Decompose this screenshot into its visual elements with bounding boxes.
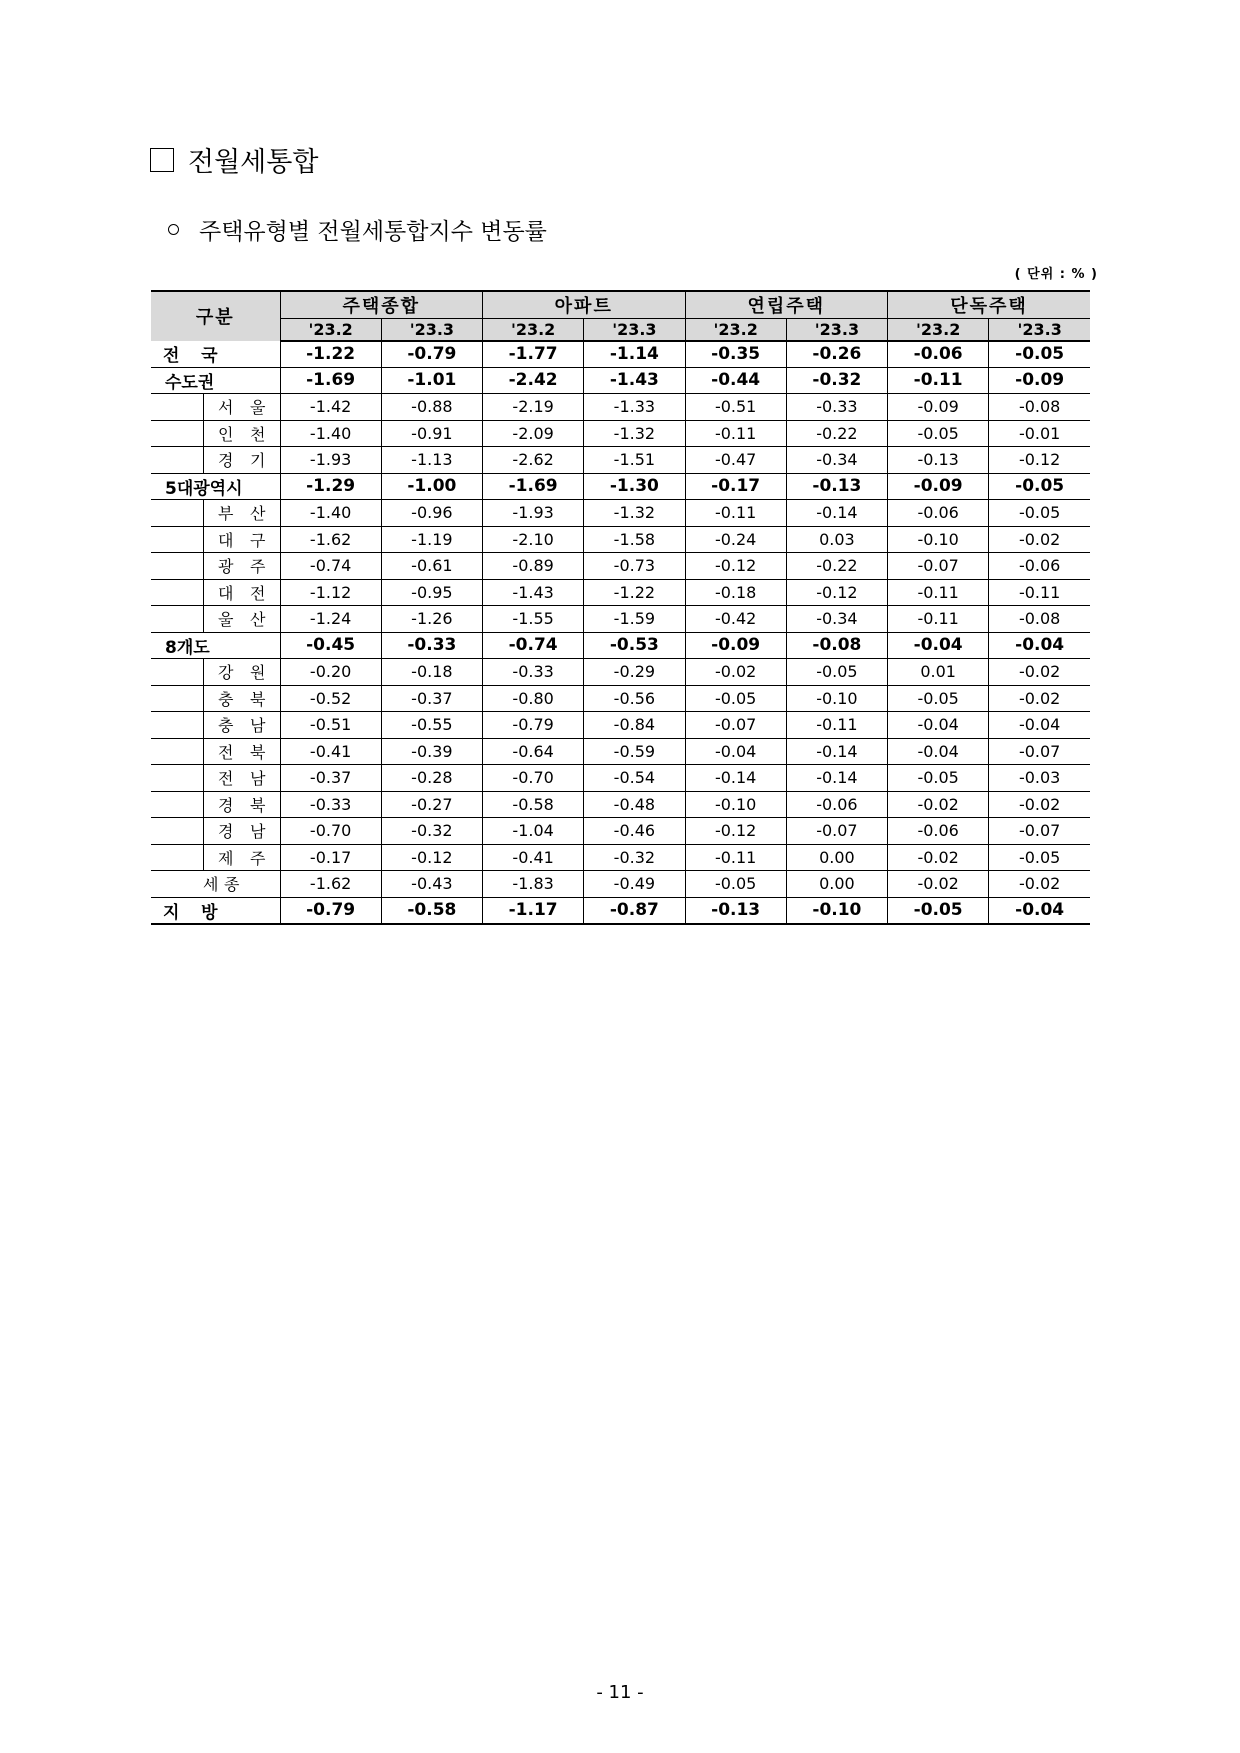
row-label: [151, 526, 280, 553]
row-label: [151, 712, 280, 739]
value-cell: -0.48: [584, 791, 685, 818]
row-label: [151, 606, 280, 633]
value-cell: -0.10: [888, 526, 989, 553]
row-label-text: 북: [250, 742, 266, 762]
section-title: [150, 140, 318, 179]
row-label-text: 지: [163, 902, 180, 923]
table-row: [151, 553, 1090, 580]
value-cell: -0.33: [483, 659, 584, 686]
row-label-text: 경: [218, 822, 234, 842]
value-cell: -0.18: [381, 659, 482, 686]
table-row: [151, 659, 1090, 686]
table-row: [151, 447, 1090, 474]
table-body: [151, 341, 1090, 924]
row-label: [151, 871, 280, 898]
value-cell: -0.07: [989, 738, 1090, 765]
value-cell: -0.49: [584, 871, 685, 898]
row-label-text: 종: [224, 875, 240, 895]
row-label-text: 충: [218, 689, 234, 709]
circle-bullet-icon: [168, 224, 179, 235]
table-row: [151, 500, 1090, 527]
row-label-text: 산: [250, 610, 266, 630]
value-cell: -0.47: [685, 447, 786, 474]
value-cell: -0.08: [989, 606, 1090, 633]
value-cell: -1.42: [280, 394, 381, 421]
table-row: [151, 897, 1090, 924]
row-label: [151, 394, 280, 421]
value-cell: -0.09: [888, 473, 989, 500]
value-cell: -1.93: [483, 500, 584, 527]
value-cell: -0.11: [989, 579, 1090, 606]
group-header-apartment: 아파트: [483, 291, 686, 319]
value-cell: -0.14: [786, 765, 887, 792]
period-header: '23.3: [786, 319, 887, 341]
value-cell: -0.37: [381, 685, 482, 712]
value-cell: -1.29: [280, 473, 381, 500]
value-cell: -1.40: [280, 420, 381, 447]
row-label-text: 구: [250, 530, 266, 550]
value-cell: -0.09: [989, 367, 1090, 394]
value-cell: -0.05: [888, 685, 989, 712]
row-label-text: 주: [250, 848, 266, 868]
value-cell: -0.02: [989, 526, 1090, 553]
value-cell: -0.95: [381, 579, 482, 606]
value-cell: -1.43: [483, 579, 584, 606]
value-cell: -0.35: [685, 341, 786, 368]
value-cell: -2.62: [483, 447, 584, 474]
value-cell: -0.17: [685, 473, 786, 500]
value-cell: -1.58: [584, 526, 685, 553]
row-label: [151, 738, 280, 765]
table-header: [151, 291, 1090, 341]
value-cell: -0.05: [989, 500, 1090, 527]
value-cell: -0.64: [483, 738, 584, 765]
value-cell: -0.02: [888, 871, 989, 898]
value-cell: -0.84: [584, 712, 685, 739]
value-cell: -0.79: [483, 712, 584, 739]
value-cell: -0.12: [989, 447, 1090, 474]
row-label-text: 남: [250, 822, 266, 842]
row-label: [151, 579, 280, 606]
row-label: [151, 844, 280, 871]
value-cell: -1.22: [584, 579, 685, 606]
row-label: [151, 341, 280, 368]
row-label: [151, 818, 280, 845]
value-cell: -0.07: [685, 712, 786, 739]
value-cell: -1.19: [381, 526, 482, 553]
value-cell: -0.79: [280, 897, 381, 924]
row-label-text: 충: [218, 716, 234, 736]
value-cell: -0.22: [786, 420, 887, 447]
row-label: [151, 473, 280, 500]
value-cell: -1.14: [584, 341, 685, 368]
value-cell: -0.10: [786, 685, 887, 712]
value-cell: -0.33: [381, 632, 482, 659]
table-row: [151, 367, 1090, 394]
value-cell: -0.06: [888, 818, 989, 845]
row-label: [151, 897, 280, 924]
value-cell: -0.06: [786, 791, 887, 818]
period-header: '23.2: [685, 319, 786, 341]
row-label: [151, 367, 280, 394]
period-header: '23.3: [381, 319, 482, 341]
row-label-text: 국: [201, 346, 218, 366]
value-cell: -0.42: [685, 606, 786, 633]
value-cell: 0.03: [786, 526, 887, 553]
row-label-text: 경: [218, 451, 234, 471]
value-cell: -0.14: [685, 765, 786, 792]
value-cell: -0.12: [685, 818, 786, 845]
value-cell: -0.61: [381, 553, 482, 580]
table-row: [151, 579, 1090, 606]
row-label-text: 북: [250, 795, 266, 815]
value-cell: -1.62: [280, 526, 381, 553]
value-cell: -0.32: [584, 844, 685, 871]
row-label-text: 경: [218, 795, 234, 815]
table-row: [151, 871, 1090, 898]
value-cell: -0.54: [584, 765, 685, 792]
table-row: [151, 712, 1090, 739]
value-cell: -0.22: [786, 553, 887, 580]
value-cell: -0.08: [989, 394, 1090, 421]
value-cell: -0.01: [989, 420, 1090, 447]
table-row: [151, 606, 1090, 633]
value-cell: -0.13: [888, 447, 989, 474]
row-label: [151, 632, 280, 659]
table-row: [151, 420, 1090, 447]
row-label-text: 대: [218, 530, 234, 550]
value-cell: -0.34: [786, 606, 887, 633]
table-row: [151, 341, 1090, 368]
value-cell: -0.05: [989, 844, 1090, 871]
value-cell: -1.69: [483, 473, 584, 500]
value-cell: -1.32: [584, 500, 685, 527]
row-label-text: 천: [250, 424, 266, 444]
value-cell: -0.13: [685, 897, 786, 924]
value-cell: -0.06: [888, 341, 989, 368]
value-cell: -2.19: [483, 394, 584, 421]
value-cell: -0.14: [786, 738, 887, 765]
row-label: [151, 553, 280, 580]
table-row: [151, 844, 1090, 871]
row-label-text: 세: [203, 875, 219, 895]
value-cell: -1.51: [584, 447, 685, 474]
value-cell: -1.69: [280, 367, 381, 394]
row-label-text: 기: [250, 451, 266, 471]
value-cell: -0.12: [685, 553, 786, 580]
row-label-text: 제: [218, 848, 234, 868]
value-cell: -0.11: [786, 712, 887, 739]
row-label-text: 강: [218, 663, 234, 683]
table-row: [151, 526, 1090, 553]
value-cell: -0.07: [786, 818, 887, 845]
value-cell: -0.08: [786, 632, 887, 659]
row-label-text: 전: [250, 583, 266, 603]
row-label: [151, 659, 280, 686]
table-row: [151, 765, 1090, 792]
section-title-text: 전월세통합: [188, 147, 319, 178]
row-header-label: 구분: [151, 291, 280, 341]
value-cell: -0.04: [888, 632, 989, 659]
value-cell: 0.00: [786, 871, 887, 898]
value-cell: -0.05: [989, 341, 1090, 368]
value-cell: -0.05: [888, 420, 989, 447]
value-cell: -1.55: [483, 606, 584, 633]
value-cell: -0.07: [989, 818, 1090, 845]
value-cell: -0.13: [786, 473, 887, 500]
row-label: [151, 791, 280, 818]
value-cell: -0.04: [989, 712, 1090, 739]
value-cell: -0.10: [786, 897, 887, 924]
value-cell: -1.01: [381, 367, 482, 394]
value-cell: -1.59: [584, 606, 685, 633]
value-cell: 0.00: [786, 844, 887, 871]
value-cell: -1.13: [381, 447, 482, 474]
value-cell: -0.53: [584, 632, 685, 659]
value-cell: -1.62: [280, 871, 381, 898]
table-row: [151, 818, 1090, 845]
row-label-text: 전: [163, 346, 180, 366]
value-cell: -1.12: [280, 579, 381, 606]
value-cell: -0.59: [584, 738, 685, 765]
row-label: [151, 447, 280, 474]
row-label-text: 전: [218, 769, 234, 789]
value-cell: -0.74: [280, 553, 381, 580]
period-header: '23.2: [280, 319, 381, 341]
value-cell: -0.02: [989, 871, 1090, 898]
row-label-text: 전: [218, 742, 234, 762]
value-cell: -0.12: [786, 579, 887, 606]
value-cell: -0.32: [786, 367, 887, 394]
value-cell: -0.43: [381, 871, 482, 898]
value-cell: -0.11: [685, 420, 786, 447]
value-cell: -1.93: [280, 447, 381, 474]
value-cell: -0.55: [381, 712, 482, 739]
value-cell: -0.14: [786, 500, 887, 527]
value-cell: -0.56: [584, 685, 685, 712]
value-cell: -1.26: [381, 606, 482, 633]
value-cell: -0.44: [685, 367, 786, 394]
value-cell: -0.73: [584, 553, 685, 580]
value-cell: -0.26: [786, 341, 887, 368]
value-cell: -0.04: [888, 712, 989, 739]
value-cell: -0.34: [786, 447, 887, 474]
value-cell: -0.11: [685, 500, 786, 527]
value-cell: -0.02: [685, 659, 786, 686]
value-cell: -0.04: [989, 632, 1090, 659]
value-cell: -0.03: [989, 765, 1090, 792]
row-label-text: 대: [218, 583, 234, 603]
row-label: [151, 685, 280, 712]
value-cell: -0.02: [888, 791, 989, 818]
value-cell: -2.42: [483, 367, 584, 394]
value-cell: -0.29: [584, 659, 685, 686]
value-cell: -0.02: [989, 791, 1090, 818]
period-header: '23.3: [989, 319, 1090, 341]
value-cell: -1.43: [584, 367, 685, 394]
value-cell: -0.91: [381, 420, 482, 447]
period-header: '23.3: [584, 319, 685, 341]
value-cell: -1.40: [280, 500, 381, 527]
value-cell: -0.10: [685, 791, 786, 818]
table-row: [151, 632, 1090, 659]
value-cell: -2.09: [483, 420, 584, 447]
value-cell: -0.09: [685, 632, 786, 659]
row-label: [151, 500, 280, 527]
row-label-text: 수도권: [165, 372, 215, 393]
row-label: [151, 420, 280, 447]
value-cell: -0.52: [280, 685, 381, 712]
value-cell: -0.58: [381, 897, 482, 924]
row-label-text: 서: [218, 398, 234, 418]
row-label-text: 주: [250, 557, 266, 577]
group-header-detached-house: 단독주택: [888, 291, 1091, 319]
subtitle: [168, 213, 547, 246]
page-number: - 11 -: [596, 1682, 644, 1703]
value-cell: -0.12: [381, 844, 482, 871]
value-cell: -0.88: [381, 394, 482, 421]
value-cell: -0.33: [280, 791, 381, 818]
value-cell: -1.00: [381, 473, 482, 500]
row-label-text: 방: [201, 902, 218, 923]
value-cell: -0.37: [280, 765, 381, 792]
value-cell: -1.32: [584, 420, 685, 447]
row-label-text: 울: [218, 610, 234, 630]
value-cell: -0.80: [483, 685, 584, 712]
value-cell: -1.04: [483, 818, 584, 845]
row-label-text: 인: [218, 424, 234, 444]
value-cell: -0.07: [888, 553, 989, 580]
value-cell: -1.33: [584, 394, 685, 421]
value-cell: -0.05: [888, 897, 989, 924]
value-cell: -0.28: [381, 765, 482, 792]
table-row: [151, 473, 1090, 500]
unit-label: ( 단위 : % ): [1014, 267, 1098, 282]
value-cell: -0.02: [888, 844, 989, 871]
row-label-text: 남: [250, 716, 266, 736]
value-cell: -0.20: [280, 659, 381, 686]
value-cell: -0.96: [381, 500, 482, 527]
value-cell: -0.05: [685, 685, 786, 712]
value-cell: -0.74: [483, 632, 584, 659]
value-cell: -0.27: [381, 791, 482, 818]
value-cell: -0.51: [685, 394, 786, 421]
row-label-text: 광: [218, 557, 234, 577]
value-cell: -0.70: [280, 818, 381, 845]
subtitle-text: 주택유형별 전월세통합지수 변동률: [199, 219, 547, 245]
value-cell: -1.77: [483, 341, 584, 368]
square-bullet-icon: [150, 148, 174, 172]
value-cell: -0.05: [888, 765, 989, 792]
value-cell: -0.09: [888, 394, 989, 421]
row-label-text: 남: [250, 769, 266, 789]
value-cell: -0.05: [685, 871, 786, 898]
value-cell: -0.89: [483, 553, 584, 580]
period-header: '23.2: [483, 319, 584, 341]
value-cell: -0.11: [888, 367, 989, 394]
table-row: [151, 394, 1090, 421]
value-cell: -1.24: [280, 606, 381, 633]
value-cell: -0.05: [989, 473, 1090, 500]
row-label-text: 울: [250, 398, 266, 418]
value-cell: -0.04: [989, 897, 1090, 924]
value-cell: -0.70: [483, 765, 584, 792]
group-header-row-house: 연립주택: [685, 291, 888, 319]
value-cell: -1.83: [483, 871, 584, 898]
table-row: [151, 791, 1090, 818]
value-cell: -0.18: [685, 579, 786, 606]
group-header-housing-total: 주택종합: [280, 291, 483, 319]
value-cell: -0.05: [786, 659, 887, 686]
row-label-text: 부: [218, 504, 234, 524]
value-cell: -0.04: [685, 738, 786, 765]
value-cell: -0.02: [989, 659, 1090, 686]
row-label-text: 북: [250, 689, 266, 709]
value-cell: -0.46: [584, 818, 685, 845]
rent-index-change-table: [151, 290, 1090, 925]
value-cell: -0.58: [483, 791, 584, 818]
value-cell: -0.33: [786, 394, 887, 421]
row-label-text: 산: [250, 504, 266, 524]
value-cell: -0.87: [584, 897, 685, 924]
value-cell: -0.45: [280, 632, 381, 659]
value-cell: -0.24: [685, 526, 786, 553]
value-cell: -0.06: [888, 500, 989, 527]
value-cell: -0.41: [280, 738, 381, 765]
value-cell: -1.22: [280, 341, 381, 368]
row-label-text: 8개도: [165, 637, 210, 658]
table-row: [151, 738, 1090, 765]
row-label: [151, 765, 280, 792]
row-label-text: 5대광역시: [165, 478, 243, 499]
value-cell: -1.17: [483, 897, 584, 924]
value-cell: 0.01: [888, 659, 989, 686]
value-cell: -0.02: [989, 685, 1090, 712]
value-cell: -0.04: [888, 738, 989, 765]
value-cell: -0.11: [685, 844, 786, 871]
value-cell: -0.32: [381, 818, 482, 845]
table-row: [151, 685, 1090, 712]
value-cell: -0.11: [888, 606, 989, 633]
value-cell: -2.10: [483, 526, 584, 553]
period-header: '23.2: [888, 319, 989, 341]
value-cell: -0.11: [888, 579, 989, 606]
value-cell: -0.79: [381, 341, 482, 368]
value-cell: -0.41: [483, 844, 584, 871]
value-cell: -0.51: [280, 712, 381, 739]
value-cell: -0.39: [381, 738, 482, 765]
value-cell: -1.30: [584, 473, 685, 500]
value-cell: -0.17: [280, 844, 381, 871]
value-cell: -0.06: [989, 553, 1090, 580]
row-label-text: 원: [250, 663, 266, 683]
